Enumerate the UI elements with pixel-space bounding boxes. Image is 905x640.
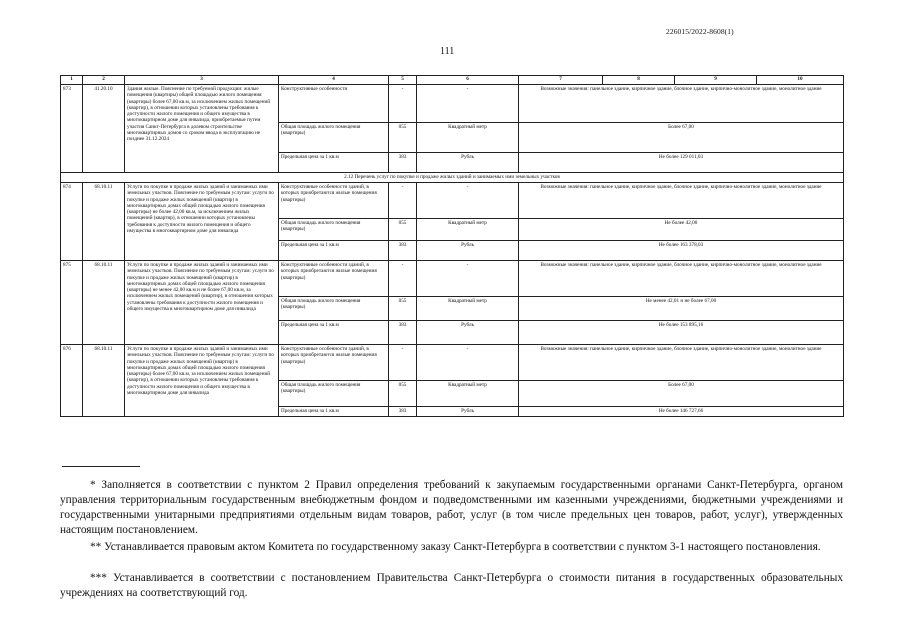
characteristic-value: Не менее 42,01 и не более 67,00 [519,297,844,321]
unit-name: Квадратный метр [417,219,519,241]
item-description: Здания жилые. Пояснение по требуемой продукции: жилые помещения (квартиры) общей площадью жилого помещения (квартиры) более 67,00 кв.м, за исключением жилых помещений (квартир), в отношении которых установлены требования к доступности жилого помещения и общего имущества в многоквартирном доме для инвалида, приобретаемые путем участия Санкт-Петербурга в долевом строительстве многоквартирных домов со сроком ввода в эксплуатацию не позднее 31.12.2024 [125,85,279,173]
section-title: 2.12 Перечень услуг по покупке и продаже жилых зданий и занимаемых ими земельных участков [61,173,844,183]
requirements-table [60,75,844,417]
okpd-code: 41.20.10 [83,85,125,173]
characteristic: Конструктивные особенности зданий, в которых приобретаются жилые помещения (квартиры) [279,261,389,297]
unit-name: - [417,261,519,297]
characteristic-value: Возможные значения: панельное здание, кирпичное здание, блочное здание, кирпично-монолитное здание, монолитное здание [519,261,844,297]
characteristic-value: Не более 129 011,03 [519,153,844,173]
unit-name: - [417,183,519,219]
item-description: Услуги по покупке и продаже жилых зданий и занимаемых ими земельных участков. Пояснение по требуемым услугам: услуги по покупке и продаже жилых помещений (квартир) в многоквартирных домах общей площадью жилого помещения (квартиры) не менее 42,00 кв.м и не более 67,00 кв.м, за исключением жилых помещений (квартир), в отношении которых установлены требования к доступности жилого помещения и общего имущества в многоквартирном доме для инвалида [125,261,279,345]
characteristic: Предельная цена за 1 кв.м [279,321,389,345]
characteristic: Конструктивные особенности зданий, в которых приобретаются жилые помещения (квартиры) [279,345,389,381]
characteristic: Общая площадь жилого помещения (квартиры) [279,219,389,241]
item-description: Услуги по покупке и продаже жилых зданий и занимаемых ими земельных участков. Пояснение по требуемым услугам: услуги по покупке и продаже жилых помещений (квартир) в многоквартирных домах общей площадью жилого помещения (квартиры) более 67,00 кв.м, за исключением жилых помещений (квартир), в отношении которых установлены требования к доступности жилого помещения и общего имущества в многоквартирном доме для инвалида [125,345,279,417]
unit-name: Квадратный метр [417,297,519,321]
unit-code: - [389,85,417,123]
characteristic: Предельная цена за 1 кв.м [279,153,389,173]
col-header: 7 [519,76,603,85]
unit-name: - [417,345,519,381]
col-header: 9 [675,76,757,85]
characteristic: Общая площадь жилого помещения (квартиры) [279,381,389,407]
col-header: 3 [125,76,279,85]
table-row [61,85,844,123]
unit-name: - [417,85,519,123]
table-row [61,183,844,219]
characteristic-value: Более 67,00 [519,381,844,407]
unit-code: - [389,261,417,297]
unit-code: 055 [389,297,417,321]
unit-code: 383 [389,321,417,345]
characteristic: Конструктивные особенности [279,85,389,123]
characteristic-value: Возможные значения: панельное здание, кирпичное здание, блочное здание, кирпично-монолитное здание, монолитное здание [519,183,844,219]
row-number: 875 [61,261,83,345]
col-header: 1 [61,76,83,85]
footnote: *** Устанавливается в соответствии с постановлением Правительства Санкт-Петербурга о стоимости питания в государственных образовательных учреждениях на соответствующий год. [60,572,843,599]
unit-code: 055 [389,219,417,241]
okpd-code: 68.10.11 [83,261,125,345]
table-header-row [61,76,844,85]
unit-code: 055 [389,123,417,153]
unit-name: Квадратный метр [417,123,519,153]
footnote: ** Устанавливается правовым актом Комитета по государственному заказу Санкт-Петербурга в соответствии с пунктом 3-1 настоящего постановления. [90,541,821,553]
unit-code: - [389,345,417,381]
unit-code: 383 [389,407,417,417]
footnote: * Заполняется в соответствии с пунктом 2 Правил определения требований к закупаемым государственными органами Санкт-Петербурга, органом управления территориальным государственным внебюджетным фондом и подведомственными им казенными учреждениями, бюджетными учреждениями и государственными унитарными предприятиями отдельным видам товаров, работ, услуг (в том числе предельных цен товаров, работ, услуг), утвержденных настоящим постановлением. [60,479,843,536]
characteristic-value: Не более 146 727,66 [519,407,844,417]
characteristic-value: Не более 153 895,16 [519,321,844,345]
characteristic: Конструктивные особенности зданий, в которых приобретаются жилые помещения (квартиры) [279,183,389,219]
item-description: Услуги по покупке и продаже жилых зданий и занимаемых ими земельных участков. Пояснение по требуемым услугам: услуги по покупке и продаже жилых помещений (квартир) в многоквартирных домах общей площадью жилого помещения (квартиры) не более 42,00 кв.м, за исключением жилых помещений (квартир), в отношении которых установлены требования к доступности жилого помещения и общего имущества в многоквартирном доме для инвалида [125,183,279,261]
characteristic-value: Не более 42,00 [519,219,844,241]
col-header: 2 [83,76,125,85]
unit-code: - [389,183,417,219]
footnote-divider [62,466,140,467]
unit-code: 055 [389,381,417,407]
row-number: 876 [61,345,83,417]
page-number: 111 [440,46,455,57]
characteristic-value: Возможные значения: панельное здание, кирпичное здание, блочное здание, кирпично-монолитное здание, монолитное здание [519,345,844,381]
col-header: 10 [757,76,844,85]
table-row [61,345,844,381]
section-row [61,173,844,183]
unit-name: Рубль [417,153,519,173]
col-header: 4 [279,76,389,85]
document-id: 226015/2022-8608(1) [666,27,734,36]
unit-code: 383 [389,241,417,261]
characteristic: Предельная цена за 1 кв.м [279,241,389,261]
characteristic-value: Более 67,00 [519,123,844,153]
unit-name: Рубль [417,321,519,345]
table-row [61,261,844,297]
characteristic-value: Не более 163 378,03 [519,241,844,261]
col-header: 6 [417,76,519,85]
col-header: 8 [603,76,675,85]
characteristic: Общая площадь жилого помещения (квартиры) [279,297,389,321]
row-number: 873 [61,85,83,173]
okpd-code: 68.10.11 [83,345,125,417]
unit-name: Рубль [417,407,519,417]
row-number: 874 [61,183,83,261]
okpd-code: 68.10.11 [83,183,125,261]
characteristic: Общая площадь жилого помещения (квартиры) [279,123,389,153]
characteristic-value: Возможные значения: панельное здание, кирпичное здание, блочное здание, кирпично-монолитное здание, монолитное здание [519,85,844,123]
characteristic: Предельная цена за 1 кв.м [279,407,389,417]
col-header: 5 [389,76,417,85]
unit-name: Квадратный метр [417,381,519,407]
unit-name: Рубль [417,241,519,261]
unit-code: 383 [389,153,417,173]
